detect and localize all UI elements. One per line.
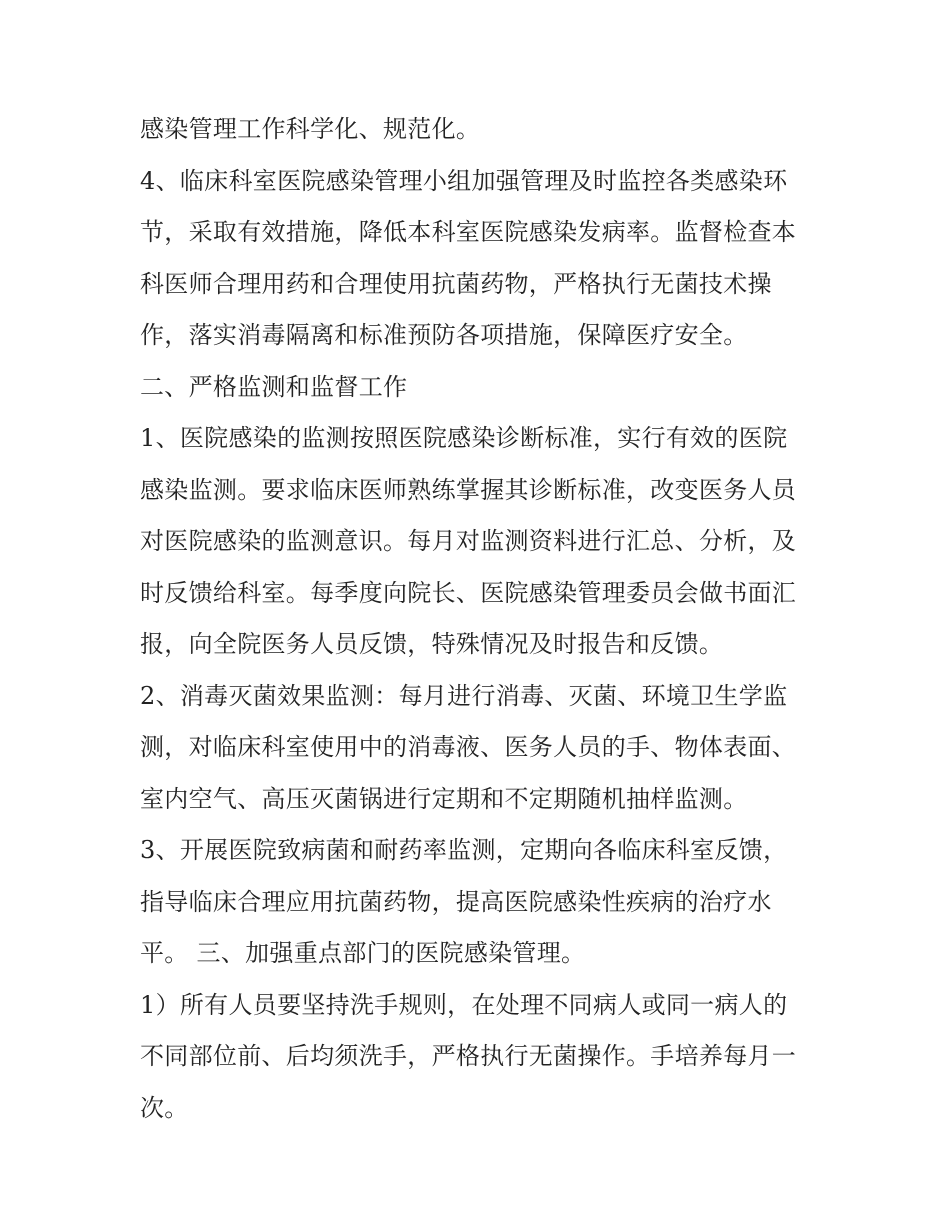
text-line: 科医师合理用药和合理使用抗菌药物，严格执行无菌技术操 [140,269,772,298]
text-line: 1）所有人员要坚持洗手规则，在处理不同病人或同一病人的 [140,990,788,1019]
text-line: 感染管理工作科学化、规范化。 [140,115,481,143]
text-line: 测，对临床科室使用中的消毒液、医务人员的手、物体表面、 [140,733,797,761]
text-line: 作，落实消毒隔离和标准预防各项措施，保障医疗安全。 [140,321,748,349]
text-line: 室内空气、高压灭菌锅进行定期和不定期随机抽样监测。 [140,784,748,813]
text-line: 4、临床科室医院感染管理小组加强管理及时监控各类感染环 [140,166,788,195]
text-line: 3、开展医院致病菌和耐药率监测，定期向各临床科室反馈， [140,836,788,864]
text-line: 报，向全院医务人员反馈，特殊情况及时报告和反馈。 [140,630,724,658]
document-body [140,104,820,1134]
text-line: 感染监测。要求临床医师熟练掌握其诊断标准，改变医务人员 [140,475,797,504]
text-line: 1、医院感染的监测按照医院感染诊断标准，实行有效的医院 [140,424,788,452]
text-line: 对医院感染的监测意识。每月对监测资料进行汇总、分析，及 [140,527,797,555]
text-line: 节，采取有效措施，降低本科室医院感染发病率。监督检查本 [140,218,797,246]
text-line: 指导临床合理应用抗菌药物，提高医院感染性疾病的治疗水 [140,887,772,916]
text-line: 时反馈给科室。每季度向院长、医院感染管理委员会做书面汇 [140,578,797,607]
text-line: 次。 [140,1093,189,1122]
text-line: 平。 三、加强重点部门的医院感染管理。 [140,939,586,967]
text-line: 2、消毒灭菌效果监测：每月进行消毒、灭菌、环境卫生学监 [140,681,788,710]
section-heading: 二、严格监测和监督工作 [140,372,408,401]
text-line: 不同部位前、后均须洗手，严格执行无菌操作。手培养每月一 [140,1042,797,1070]
